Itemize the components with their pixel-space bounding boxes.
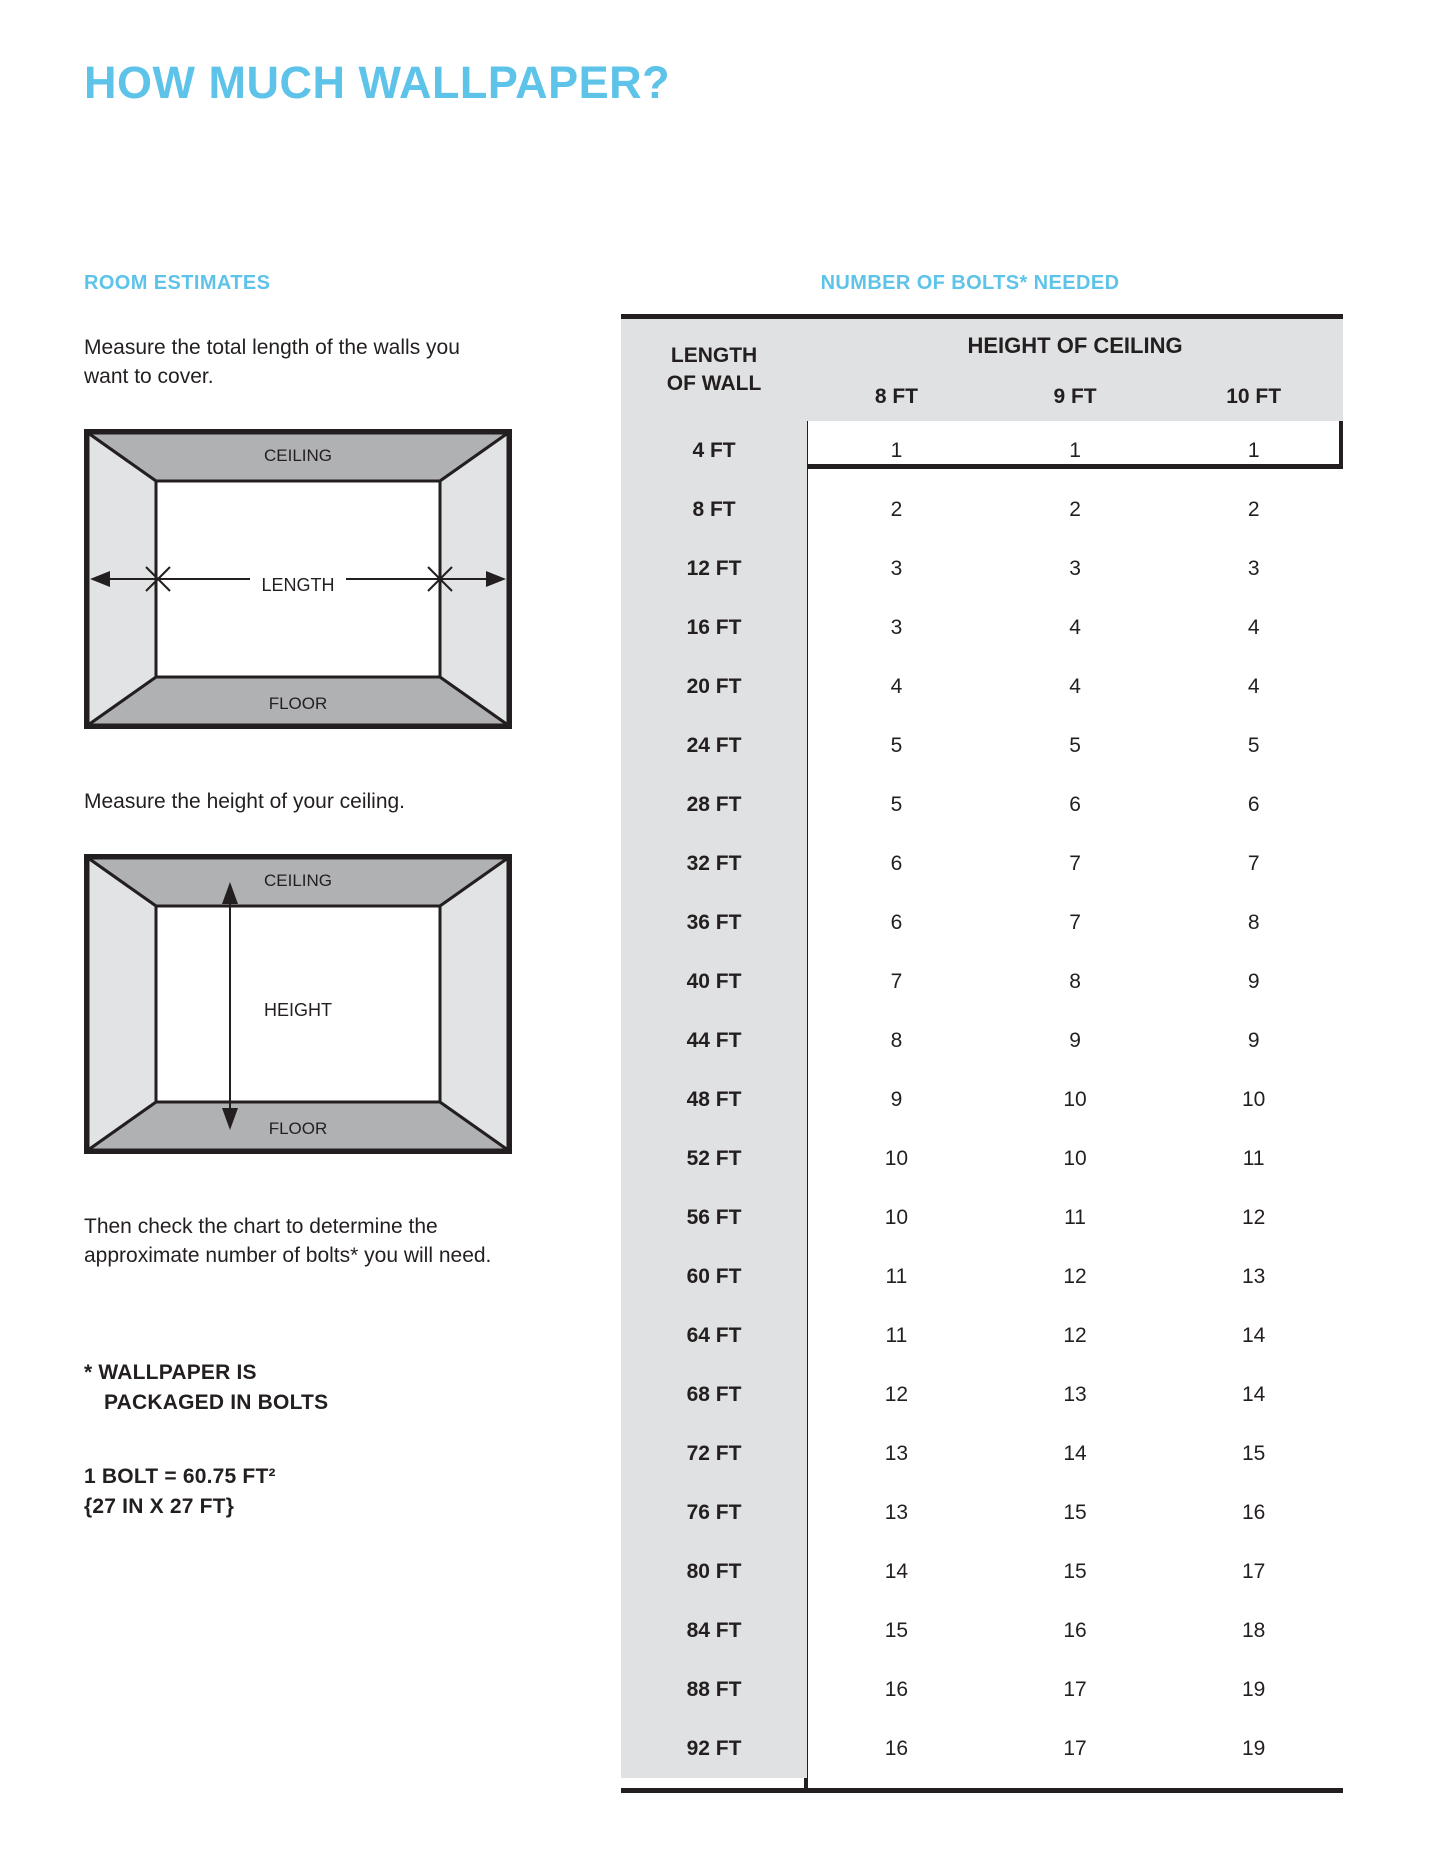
cell-bolts-8ft: 9 bbox=[890, 1087, 903, 1111]
cell-bolts-10ft: 2 bbox=[1247, 497, 1260, 521]
row-length-label: 84 FT bbox=[621, 1601, 807, 1660]
cell-bolts-8ft: 5 bbox=[890, 792, 903, 816]
footnote-line-1: * WALLPAPER IS bbox=[84, 1361, 257, 1384]
cell-bolts-9ft: 6 bbox=[1069, 792, 1081, 816]
table-row bbox=[621, 775, 1343, 834]
cell-bolts-10ft: 1 bbox=[1247, 438, 1260, 462]
table-row bbox=[621, 598, 1343, 657]
row-length-label: 32 FT bbox=[621, 834, 807, 893]
header-length-of-wall: LENGTH OF WALL bbox=[621, 319, 807, 421]
cell-bolts-10ft: 14 bbox=[1241, 1323, 1266, 1347]
row-length-label: 20 FT bbox=[621, 657, 807, 716]
cell-bolts-10ft: 15 bbox=[1241, 1441, 1266, 1465]
cell-bolts-8ft: 3 bbox=[890, 556, 903, 580]
cell-bolts-10ft: 14 bbox=[1241, 1382, 1266, 1406]
cell-bolts-8ft: 2 bbox=[890, 497, 903, 521]
table-row bbox=[621, 539, 1343, 598]
diagram-floor-label-2: FLOOR bbox=[268, 1119, 328, 1138]
cell-bolts-9ft: 13 bbox=[1063, 1382, 1087, 1406]
cell-bolts-8ft: 13 bbox=[884, 1441, 909, 1465]
page-title: HOW MUCH WALLPAPER? bbox=[84, 57, 671, 108]
cell-bolts-10ft: 19 bbox=[1241, 1677, 1266, 1701]
footnote-line-2: PACKAGED IN BOLTS bbox=[104, 1391, 329, 1414]
instruction-step-2: Measure the height of your ceiling. bbox=[84, 790, 406, 813]
cell-bolts-10ft: 9 bbox=[1247, 969, 1260, 993]
row-length-label: 92 FT bbox=[621, 1719, 807, 1778]
cell-bolts-8ft: 16 bbox=[884, 1736, 909, 1760]
cell-bolts-8ft: 6 bbox=[890, 851, 903, 875]
table-row bbox=[621, 1070, 1343, 1129]
row-length-label: 12 FT bbox=[621, 539, 807, 598]
cell-bolts-8ft: 15 bbox=[884, 1618, 909, 1642]
header-height-of-ceiling: HEIGHT OF CEILING bbox=[807, 319, 1343, 373]
row-length-label: 60 FT bbox=[621, 1247, 807, 1306]
cell-bolts-9ft: 10 bbox=[1063, 1087, 1087, 1111]
cell-bolts-9ft: 17 bbox=[1063, 1677, 1087, 1701]
cell-bolts-8ft: 10 bbox=[884, 1146, 909, 1170]
cell-bolts-10ft: 19 bbox=[1241, 1736, 1266, 1760]
cell-bolts-8ft: 4 bbox=[890, 674, 903, 698]
cell-bolts-10ft: 16 bbox=[1241, 1500, 1266, 1524]
table-row bbox=[621, 716, 1343, 775]
room-diagram-height bbox=[84, 854, 512, 1164]
table-heading: NUMBER OF BOLTS* NEEDED bbox=[820, 272, 1120, 294]
cell-bolts-8ft: 12 bbox=[884, 1382, 909, 1406]
cell-bolts-10ft: 5 bbox=[1247, 733, 1260, 757]
cell-bolts-9ft: 9 bbox=[1069, 1028, 1081, 1052]
cell-bolts-9ft: 8 bbox=[1069, 969, 1081, 993]
instruction-step-1: Measure the total length of the walls you want to cover. bbox=[84, 336, 460, 388]
cell-bolts-8ft: 16 bbox=[884, 1677, 909, 1701]
cell-bolts-10ft: 11 bbox=[1242, 1146, 1265, 1170]
cell-bolts-8ft: 3 bbox=[890, 615, 903, 639]
table-row bbox=[621, 1365, 1343, 1424]
cell-bolts-10ft: 17 bbox=[1241, 1559, 1266, 1583]
cell-bolts-9ft: 10 bbox=[1063, 1146, 1087, 1170]
cell-bolts-9ft: 3 bbox=[1069, 556, 1081, 580]
row-length-label: 64 FT bbox=[621, 1306, 807, 1365]
table-row bbox=[621, 1247, 1343, 1306]
cell-bolts-10ft: 6 bbox=[1247, 792, 1260, 816]
cell-bolts-9ft: 7 bbox=[1069, 851, 1081, 875]
cell-bolts-10ft: 12 bbox=[1241, 1205, 1266, 1229]
row-length-label: 48 FT bbox=[621, 1070, 807, 1129]
cell-bolts-9ft: 15 bbox=[1063, 1500, 1087, 1524]
cell-bolts-8ft: 5 bbox=[890, 733, 903, 757]
row-length-label: 76 FT bbox=[621, 1483, 807, 1542]
section-heading-room-estimates: ROOM ESTIMATES bbox=[84, 272, 271, 294]
table-row bbox=[621, 893, 1343, 952]
diagram-floor-label-1: FLOOR bbox=[268, 694, 328, 713]
cell-bolts-9ft: 11 bbox=[1064, 1205, 1086, 1229]
cell-bolts-8ft: 13 bbox=[884, 1500, 909, 1524]
table-header bbox=[621, 319, 1343, 421]
table-body bbox=[621, 421, 1343, 1778]
table-row bbox=[621, 1424, 1343, 1483]
table-row bbox=[621, 1306, 1343, 1365]
cell-bolts-9ft: 17 bbox=[1063, 1736, 1087, 1760]
cell-bolts-8ft: 6 bbox=[890, 910, 903, 934]
cell-bolts-10ft: 7 bbox=[1247, 851, 1260, 875]
table-bottom-rule bbox=[621, 1788, 1343, 1793]
cell-bolts-8ft: 10 bbox=[884, 1205, 909, 1229]
cell-bolts-8ft: 14 bbox=[884, 1559, 909, 1583]
instruction-step-3: Then check the chart to determine the approximate number of bolts* you will need. bbox=[84, 1215, 492, 1267]
table-row bbox=[621, 1660, 1343, 1719]
cell-bolts-9ft: 1 bbox=[1069, 438, 1081, 462]
row-length-label: 36 FT bbox=[621, 893, 807, 952]
table-row bbox=[621, 834, 1343, 893]
table-row bbox=[621, 1601, 1343, 1660]
bolts-table bbox=[621, 319, 1343, 1778]
bolt-size-line-1: 1 BOLT = 60.75 FT² bbox=[84, 1465, 276, 1488]
header-ceiling-9ft: 9 FT bbox=[986, 373, 1165, 421]
cell-bolts-8ft: 11 bbox=[885, 1323, 908, 1347]
table-row bbox=[621, 1011, 1343, 1070]
cell-bolts-9ft: 5 bbox=[1069, 733, 1081, 757]
header-ceiling-10ft: 10 FT bbox=[1164, 373, 1343, 421]
table-row bbox=[621, 657, 1343, 716]
cell-bolts-9ft: 4 bbox=[1069, 674, 1081, 698]
cell-bolts-9ft: 15 bbox=[1063, 1559, 1087, 1583]
row-length-label: 4 FT bbox=[621, 421, 807, 480]
diagram-height-label: HEIGHT bbox=[263, 1000, 333, 1020]
cell-bolts-10ft: 10 bbox=[1241, 1087, 1266, 1111]
table-row bbox=[621, 1188, 1343, 1247]
row-length-label: 24 FT bbox=[621, 716, 807, 775]
row-length-label: 16 FT bbox=[621, 598, 807, 657]
header-ceiling-8ft: 8 FT bbox=[807, 373, 986, 421]
table-row bbox=[621, 1719, 1343, 1778]
table-row bbox=[621, 1542, 1343, 1601]
diagram-ceiling-label-1: CEILING bbox=[263, 446, 333, 465]
row-length-label: 88 FT bbox=[621, 1660, 807, 1719]
row-length-label: 8 FT bbox=[621, 480, 807, 539]
cell-bolts-9ft: 12 bbox=[1063, 1323, 1087, 1347]
cell-bolts-9ft: 16 bbox=[1063, 1618, 1087, 1642]
row-length-label: 68 FT bbox=[621, 1365, 807, 1424]
row-length-label: 56 FT bbox=[621, 1188, 807, 1247]
cell-bolts-10ft: 18 bbox=[1241, 1618, 1266, 1642]
cell-bolts-9ft: 14 bbox=[1063, 1441, 1087, 1465]
row-length-label: 28 FT bbox=[621, 775, 807, 834]
diagram-ceiling-label-2: CEILING bbox=[263, 871, 333, 890]
cell-bolts-10ft: 8 bbox=[1247, 910, 1260, 934]
cell-bolts-8ft: 8 bbox=[890, 1028, 903, 1052]
table-row bbox=[621, 1483, 1343, 1542]
cell-bolts-10ft: 13 bbox=[1241, 1264, 1266, 1288]
cell-bolts-9ft: 12 bbox=[1063, 1264, 1087, 1288]
cell-bolts-8ft: 1 bbox=[890, 438, 903, 462]
row-length-label: 80 FT bbox=[621, 1542, 807, 1601]
cell-bolts-10ft: 3 bbox=[1247, 556, 1260, 580]
table-row bbox=[621, 1129, 1343, 1188]
room-estimates-column bbox=[84, 272, 504, 1522]
cell-bolts-10ft: 4 bbox=[1247, 615, 1260, 639]
room-diagram-length bbox=[84, 429, 512, 739]
cell-bolts-10ft: 4 bbox=[1247, 674, 1260, 698]
diagram-length-label: LENGTH bbox=[261, 575, 335, 595]
table-row bbox=[621, 480, 1343, 539]
row-length-label: 44 FT bbox=[621, 1011, 807, 1070]
row-length-label: 40 FT bbox=[621, 952, 807, 1011]
cell-bolts-8ft: 11 bbox=[885, 1264, 908, 1288]
cell-bolts-9ft: 2 bbox=[1069, 497, 1081, 521]
row-length-label: 52 FT bbox=[621, 1129, 807, 1188]
table-row bbox=[621, 952, 1343, 1011]
cell-bolts-8ft: 7 bbox=[890, 969, 903, 993]
table-header-row-group bbox=[621, 319, 1343, 373]
cell-bolts-9ft: 7 bbox=[1069, 910, 1081, 934]
cell-bolts-9ft: 4 bbox=[1069, 615, 1081, 639]
cell-bolts-10ft: 9 bbox=[1247, 1028, 1260, 1052]
table-row bbox=[621, 421, 1343, 480]
row-length-label: 72 FT bbox=[621, 1424, 807, 1483]
bolt-size-line-2: {27 IN X 27 FT} bbox=[84, 1495, 235, 1518]
